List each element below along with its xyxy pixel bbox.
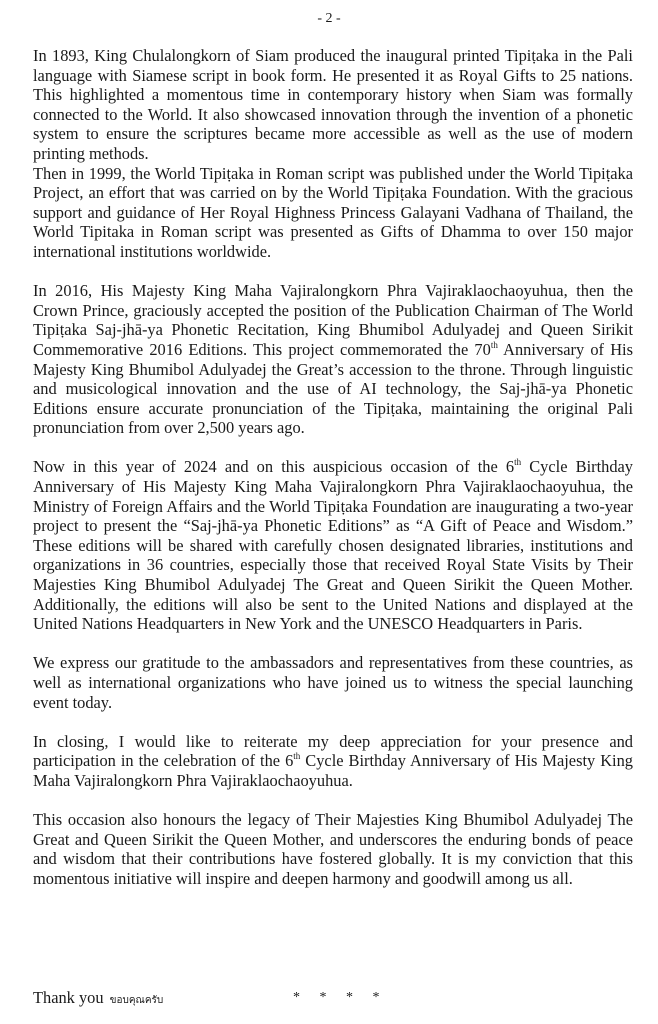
page-number: - 2 -: [317, 11, 341, 26]
end-of-document-marker: * * * *: [293, 990, 388, 1005]
closing-line: [33, 988, 633, 1011]
paragraph-closing: [33, 732, 633, 791]
paragraph-text: Cycle Birthday Anniversary of His Majesty King Maha Vajiralongkorn Phra Vajiraklaochaoyuhua.: [33, 751, 633, 790]
paragraph-text: In closing, I would like to reiterate my deep appreciation for your presence and participation in the celebration of the 6: [33, 731, 633, 771]
ordinal-suffix: th: [293, 751, 301, 762]
paragraph-text: In 2016, His Majesty King Maha Vajiralongkorn Phra Vajiraklaochaoyuhua, then the Crown Prince, graciously accepted the position of the Publication Chairman of The World Tipiṭaka Saj-jhā-ya Phonetic Recitation, King Bhumibol Adulyadej and Queen Sirikit Commemorative 2016 Editions. This project commemorated the 70: [33, 281, 633, 359]
thai-thank-you-text: ขอบคุณครับ: [109, 995, 164, 1006]
paragraph-legacy: This occasion also honours the legacy of Their Majesties King Bhumibol Adulyadej The Great and Queen Sirikit the Queen Mother, and underscores the enduring bonds of peace and wisdom that their contributions have fostered globally. It is my conviction that this momentous initiative will inspire and deepen harmony and goodwill among us all.: [33, 810, 633, 888]
document-body: [33, 46, 633, 889]
ordinal-suffix: th: [514, 457, 522, 468]
paragraph-2016-editions: [33, 281, 633, 438]
paragraph-text: Cycle Birthday Anniversary of His Majesty King Maha Vajiralongkorn Phra Vajiraklaochaoyuhua, the Ministry of Foreign Affairs and the World Tipiṭaka Foundation are inaugurating a two-year project to present the “Saj-jhā-ya Phonetic Editions” as “A Gift of Peace and Wisdom.” These editions will be shared with carefully chosen designated libraries, institutions and organizations in 36 countries, especially those that received Royal State Visits by Their Majesties King Bhumibol Adulyadej The Great and Queen Sirikit the Queen Mother. Additionally, the editions will also be sent to the United Nations and displayed at the United Nations Headquarters in New York and the UNESCO Headquarters in Paris.: [33, 457, 633, 634]
paragraph-1999-roman-script: Then in 1999, the World Tipiṭaka in Roman script was published under the World Tipiṭaka Project, an effort that was carried on by the World Tipiṭaka Foundation. With the gracious support and guidance of Her Royal Highness Princess Galayani Vadhana of Thailand, the World Tipitaka in Roman script was presented as Gifts of Dhamma to over 150 major international institutions worldwide.: [33, 163, 633, 261]
paragraph-text: Now in this year of 2024 and on this auspicious occasion of the 6: [33, 457, 515, 477]
thank-you-text: Thank you: [33, 988, 104, 1007]
paragraph-gratitude: We express our gratitude to the ambassadors and representatives from these countries, as well as international organizations who have joined us to witness the special launching event today.: [33, 653, 633, 712]
ordinal-suffix: th: [490, 339, 498, 350]
paragraph-1893-tipitaka: In 1893, King Chulalongkorn of Siam produced the inaugural printed Tipiṭaka in the Pali language with Siamese script in book form. He presented it as Royal Gifts to 25 nations. This highlighted a momentous time in contemporary history when Siam was formally connected to the World. It also showcased innovation through the invention of a phonetic system to ensure the scriptures became more accessible as well as the use of modern printing methods.: [33, 46, 633, 163]
paragraph-2024-project: [33, 457, 633, 633]
paragraph-text: Anniversary of His Majesty King Bhumibol Adulyadej the Great’s accession to the throne. Through linguistic and musicological innovation and the use of AI technology, the Saj-jhā-ya Phonetic Editions ensure accurate pronunciation of the Tipiṭaka, maintaining the original Pali pronunciation from over 2,500 years ago.: [33, 339, 633, 438]
